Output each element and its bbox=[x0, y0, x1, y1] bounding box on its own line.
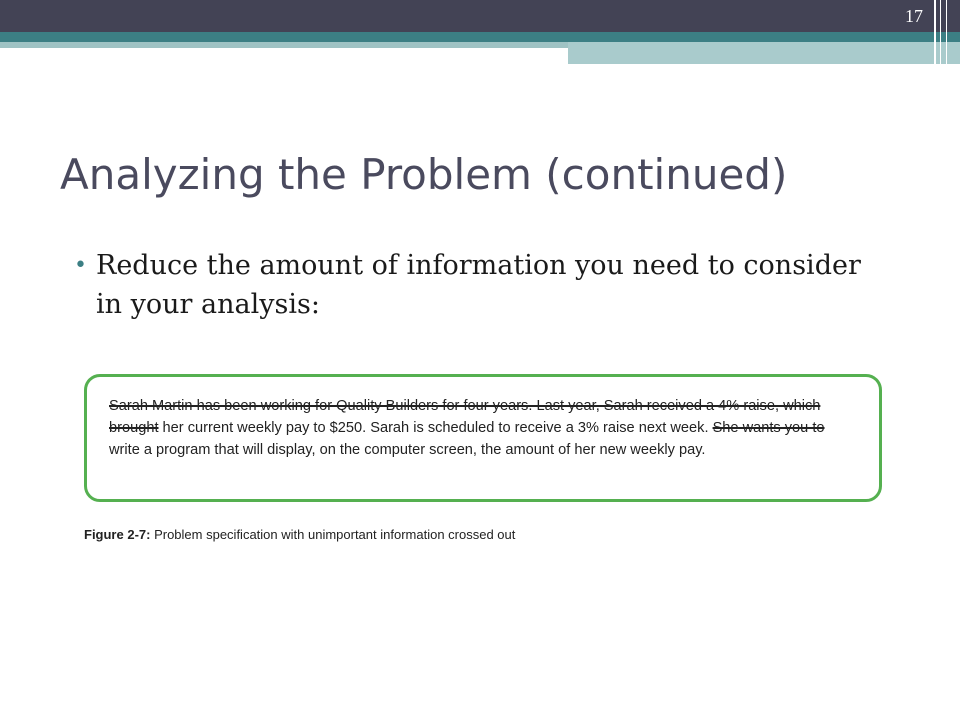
header-divider-line bbox=[934, 0, 936, 64]
page-number: 17 bbox=[905, 6, 923, 26]
bullet-list bbox=[74, 246, 894, 324]
bullet-text: Reduce the amount of information you need to consider in your analysis: bbox=[96, 250, 861, 320]
slide-title: Analyzing the Problem (continued) bbox=[60, 150, 788, 199]
header-bar-light-left bbox=[0, 42, 568, 48]
figure-kept-text: write a program that will display, on the computer screen, the amount of her new weekly pay. bbox=[109, 442, 706, 458]
header-bar-light-right bbox=[568, 42, 960, 64]
figure-kept-text: her current weekly pay to $250. Sarah is scheduled to receive a 3% raise next week. bbox=[158, 420, 713, 436]
figure-caption-label: Figure 2-7: bbox=[84, 527, 151, 542]
figure-text bbox=[109, 395, 855, 461]
header-divider-line bbox=[946, 0, 947, 64]
figure-caption bbox=[84, 527, 515, 542]
bullet-icon: • bbox=[74, 253, 87, 278]
header-divider-line bbox=[940, 0, 941, 64]
figure-struck-text: Sarah Martin has been working for Quality Builders for four years. Last year, Sarah received a 4% raise, which brought bbox=[109, 398, 821, 436]
figure-struck-text: She wants you to bbox=[712, 420, 825, 436]
header-bar-teal bbox=[0, 32, 960, 42]
bullet-item bbox=[74, 246, 894, 324]
header-bar-dark bbox=[0, 0, 960, 32]
figure-caption-text: Problem specification with unimportant information crossed out bbox=[150, 527, 516, 542]
figure-box bbox=[84, 374, 882, 502]
